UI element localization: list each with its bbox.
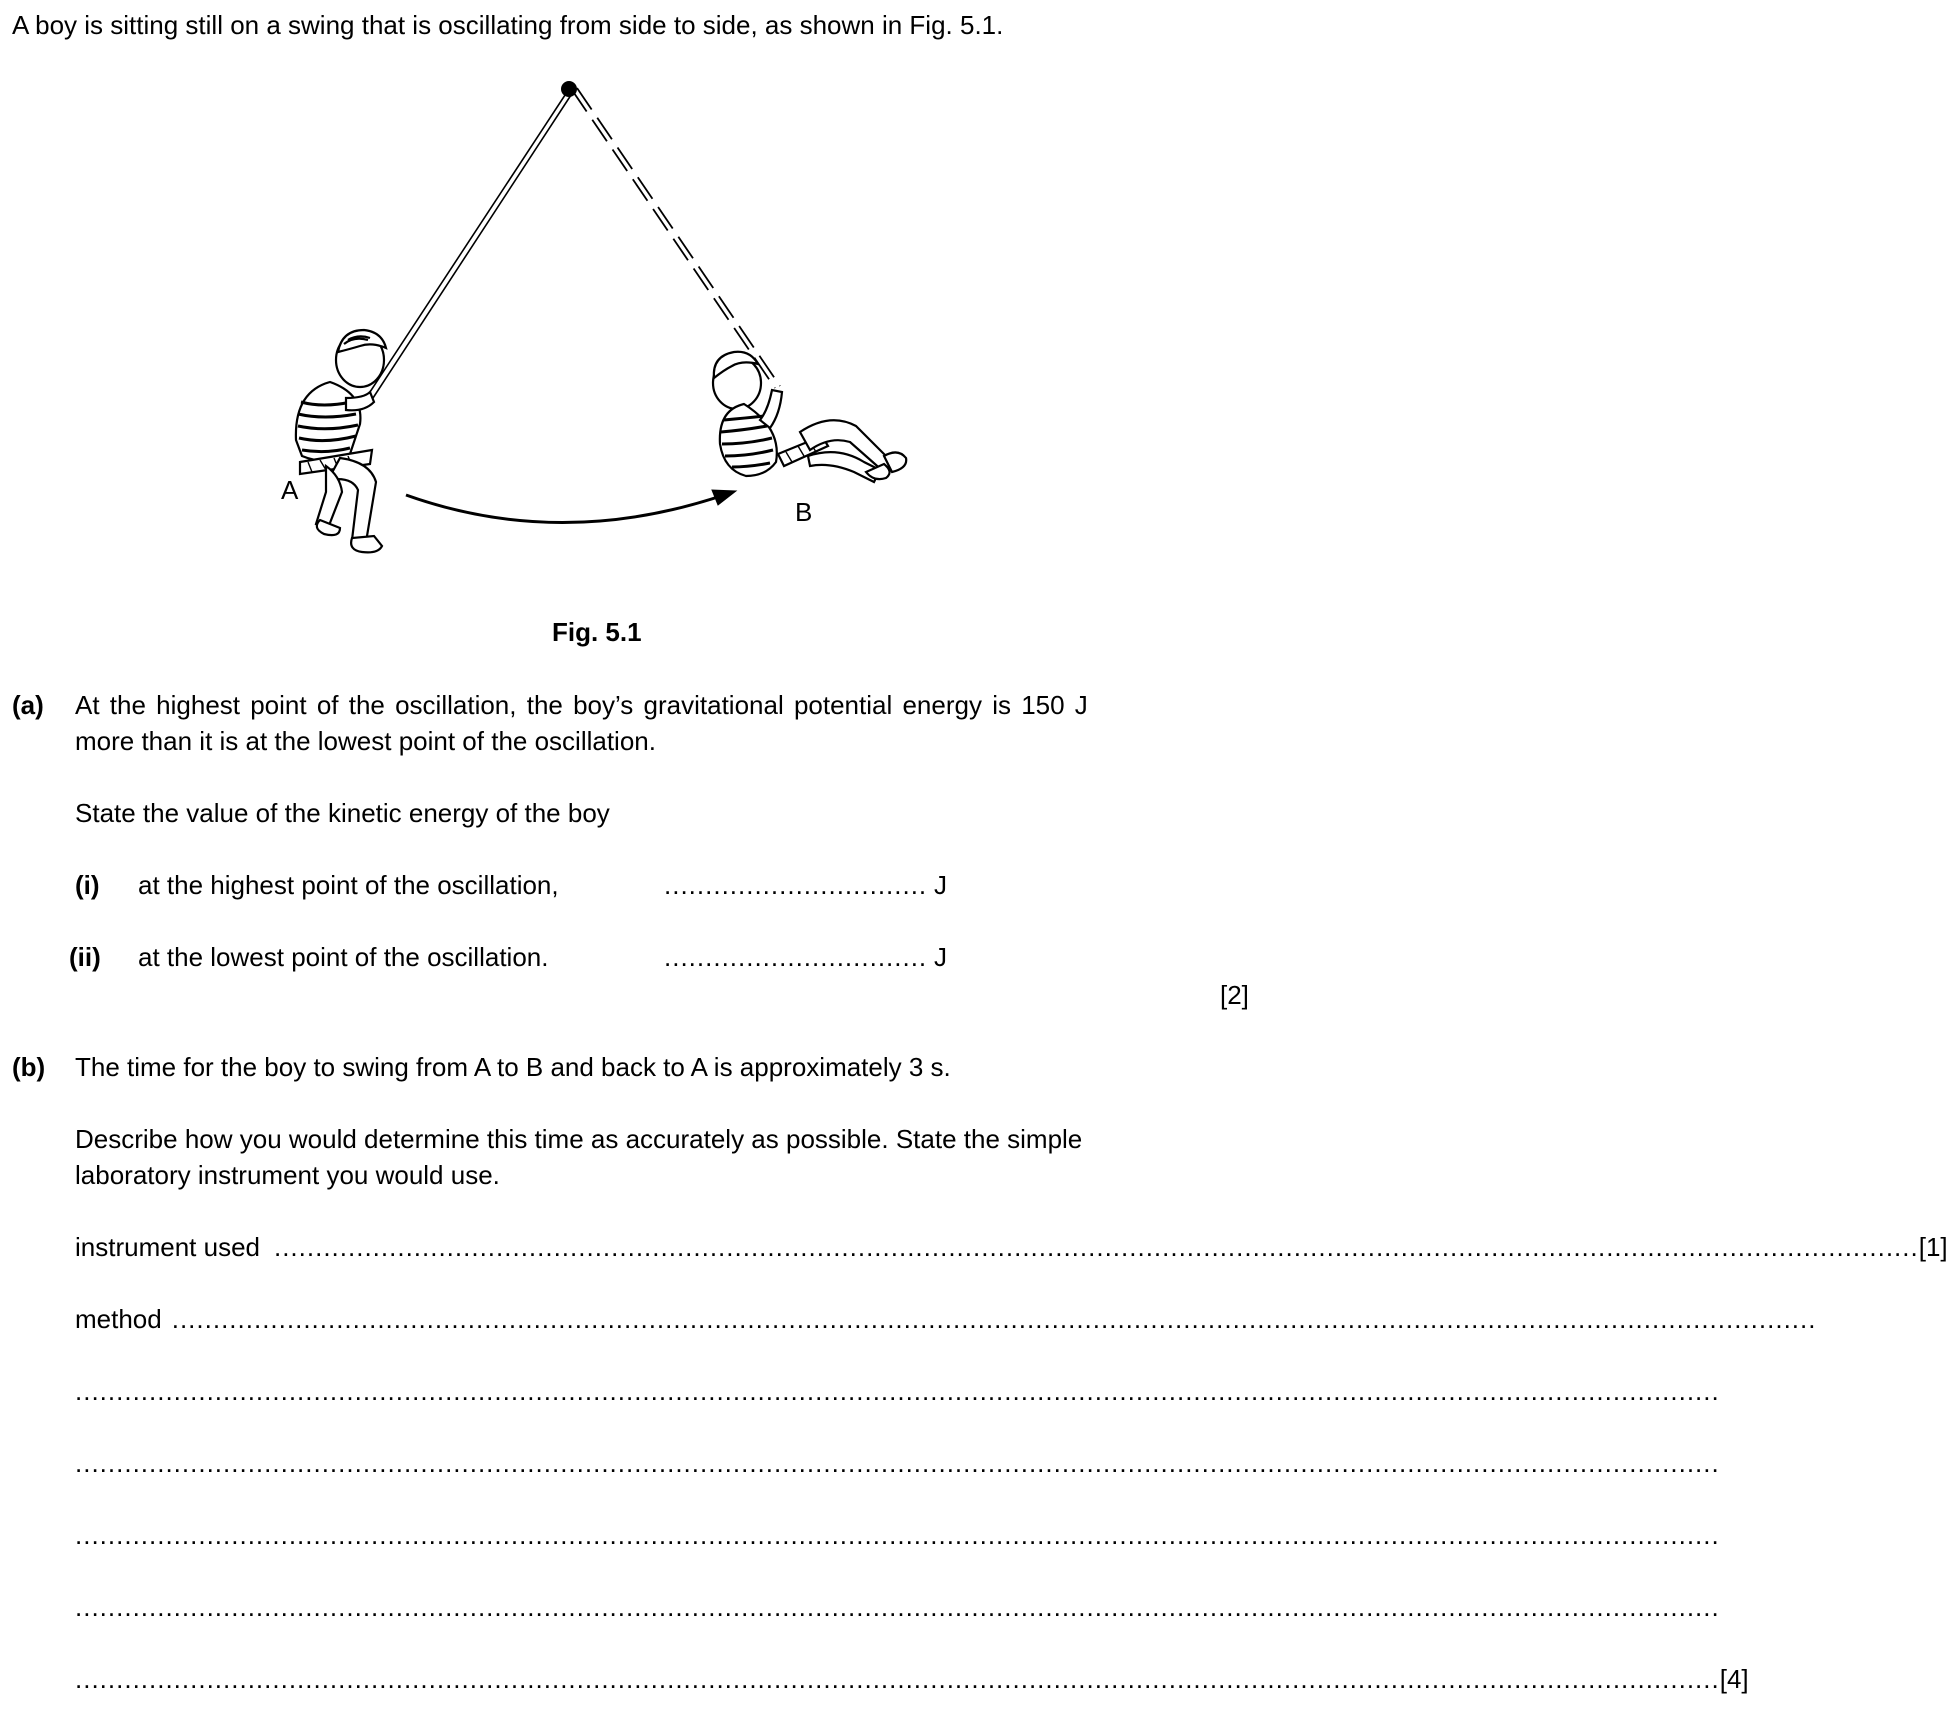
part-a-prompt: State the value of the kinetic energy of the boy — [75, 798, 610, 828]
part-b-text: The time for the boy to swing from A to B and back to A is approximately 3 s. — [75, 1052, 951, 1082]
sub-i-answer-field[interactable]: ................................ — [664, 870, 928, 900]
figure-caption: Fig. 5.1 — [552, 617, 642, 647]
figure-label-a: A — [281, 475, 299, 505]
boy-a-icon — [296, 330, 386, 552]
sub-i-text: at the highest point of the oscillation, — [138, 870, 559, 900]
method-label: method — [75, 1304, 162, 1334]
sub-i-unit: J — [934, 870, 947, 900]
instrument-row — [75, 1232, 1948, 1262]
method-answer-line[interactable]: ........................................................................................................................................................................................................ — [75, 1520, 1720, 1550]
method-row-4 — [75, 1520, 1720, 1550]
part-b-label: (b) — [12, 1052, 46, 1082]
method-row-5 — [75, 1592, 1720, 1622]
sub-ii-text: at the lowest point of the oscillation. — [138, 942, 549, 972]
instrument-marks: [1] — [1918, 1232, 1948, 1262]
part-a-text-line1: At the highest point of the oscillation, the boy’s gravitational potential energy is 150 J — [75, 690, 1088, 720]
method-answer-line[interactable]: ........................................................................................................................................................................................................ — [171, 1304, 1817, 1334]
method-row-1 — [75, 1304, 1817, 1334]
rope-a — [368, 89, 573, 398]
part-a-label: (a) — [12, 690, 44, 720]
rope-b — [572, 88, 780, 388]
method-row-6 — [75, 1664, 1749, 1694]
method-answer-line[interactable]: ........................................................................................................................................................................................................ — [75, 1448, 1720, 1478]
part-a-marks: [2] — [1220, 980, 1249, 1010]
part-a-text-line2: more than it is at the lowest point of the oscillation. — [75, 726, 656, 756]
motion-arrow — [406, 490, 736, 523]
sub-i-label: (i) — [75, 870, 100, 900]
instrument-label: instrument used — [75, 1232, 260, 1262]
method-answer-line[interactable]: ........................................................................................................................................................................................................ — [75, 1592, 1720, 1622]
sub-ii-unit: J — [934, 942, 947, 972]
boy-b-icon — [713, 352, 906, 482]
method-marks: [4] — [1719, 1664, 1749, 1694]
question-intro: A boy is sitting still on a swing that is oscillating from side to side, as shown in Fig. 5.1. — [12, 10, 1004, 40]
part-b-describe-line2: laboratory instrument you would use. — [75, 1160, 500, 1190]
method-row-2 — [75, 1376, 1720, 1406]
sub-ii-label: (ii) — [69, 942, 101, 972]
method-answer-line[interactable]: ........................................................................................................................................................................................................ — [75, 1664, 1720, 1694]
figure-label-b: B — [795, 497, 813, 527]
instrument-answer-field[interactable]: ........................................................................................................................................................................................................ — [273, 1232, 1919, 1262]
figure-5-1 — [0, 0, 1269, 620]
method-row-3 — [75, 1448, 1720, 1478]
method-answer-line[interactable]: ........................................................................................................................................................................................................ — [75, 1376, 1720, 1406]
part-b-describe-line1: Describe how you would determine this time as accurately as possible. State the simple — [75, 1124, 1083, 1154]
sub-ii-answer-field[interactable]: ................................ — [664, 942, 928, 972]
